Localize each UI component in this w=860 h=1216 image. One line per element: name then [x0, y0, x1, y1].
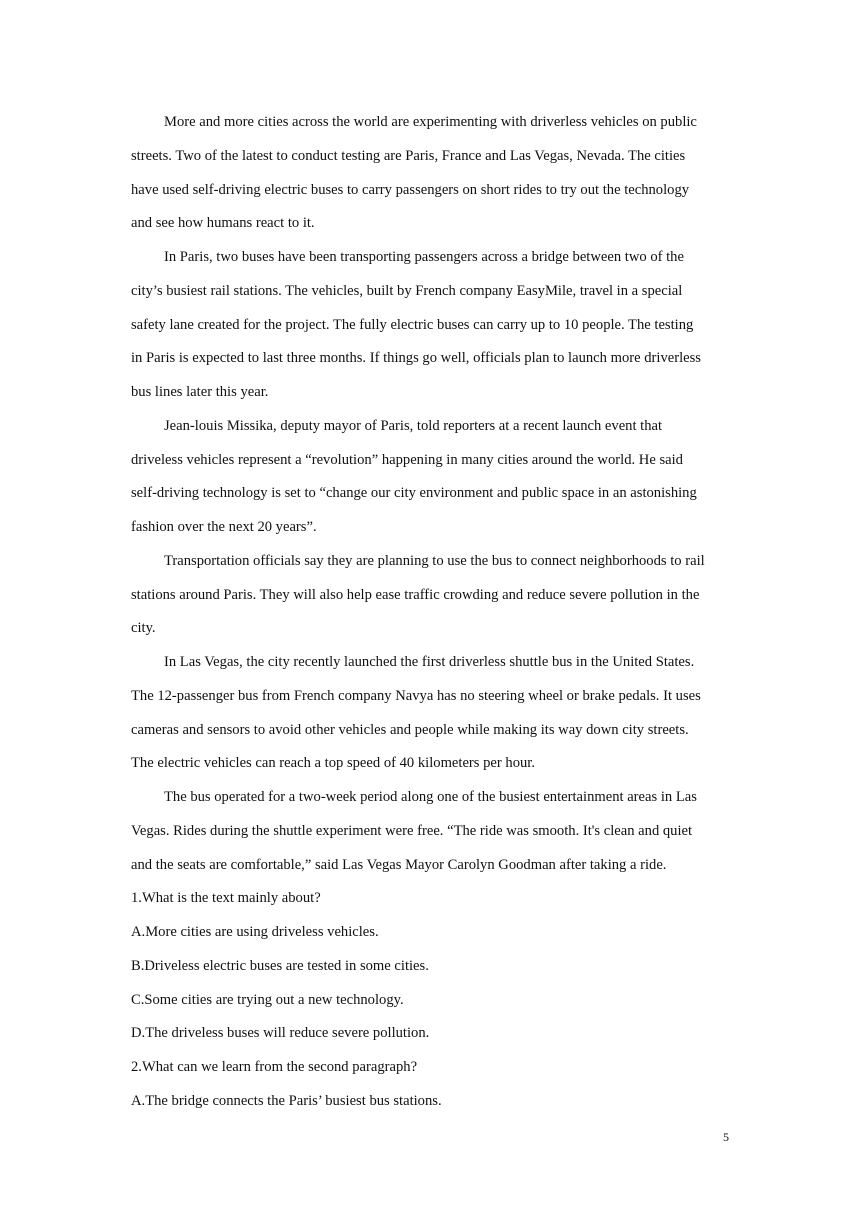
paragraph-2-line-5: bus lines later this year. [131, 384, 269, 400]
paragraph-3-line-3: self-driving technology is set to “change our city environment and public space in an astonishing [131, 485, 697, 501]
paragraph-4-line-3: city. [131, 620, 156, 636]
paragraph-1-line-2: streets. Two of the latest to conduct testing are Paris, France and Las Vegas, Nevada. The cities [131, 148, 686, 164]
paragraph-1-line-3: have used self-driving electric buses to carry passengers on short rides to try out the technology [131, 182, 690, 198]
paragraph-3-line-4: fashion over the next 20 years”. [131, 519, 317, 535]
paragraph-4-line-2: stations around Paris. They will also help ease traffic crowding and reduce severe pollution in the [131, 587, 700, 603]
question-2-prompt: 2.What can we learn from the second paragraph? [131, 1059, 418, 1075]
question-1-option-b: B.Driveless electric buses are tested in some cities. [131, 958, 429, 974]
paragraph-5-line-1: In Las Vegas, the city recently launched the first driverless shuttle bus in the United States. [164, 654, 695, 670]
paragraph-3-line-1: Jean-louis Missika, deputy mayor of Paris, told reporters at a recent launch event that [164, 418, 663, 434]
question-1-option-c: C.Some cities are trying out a new technology. [131, 992, 404, 1008]
paragraph-1-line-1: More and more cities across the world are experimenting with driverless vehicles on public [164, 114, 697, 130]
paragraph-6-line-1: The bus operated for a two-week period along one of the busiest entertainment areas in Las [164, 789, 697, 805]
paragraph-6-line-3: and the seats are comfortable,” said Las Vegas Mayor Carolyn Goodman after taking a ride. [131, 857, 667, 873]
paragraph-3-line-2: driveless vehicles represent a “revolution” happening in many cities around the world. He said [131, 452, 683, 468]
paragraph-4-line-1: Transportation officials say they are planning to use the bus to connect neighborhoods to rail [164, 553, 705, 569]
question-1-option-a: A.More cities are using driveless vehicles. [131, 924, 379, 940]
paragraph-2-line-2: city’s busiest rail stations. The vehicles, built by French company EasyMile, travel in a special [131, 283, 683, 299]
paragraph-5-line-3: cameras and sensors to avoid other vehicles and people while making its way down city streets. [131, 722, 689, 738]
page-number: 5 [723, 1130, 729, 1144]
paragraph-2-line-1: In Paris, two buses have been transporting passengers across a bridge between two of the [164, 249, 684, 265]
question-1-option-d: D.The driveless buses will reduce severe pollution. [131, 1025, 430, 1041]
question-2-option-a: A.The bridge connects the Paris’ busiest bus stations. [131, 1093, 442, 1109]
paragraph-5-line-2: The 12-passenger bus from French company Navya has no steering wheel or brake pedals. It uses [131, 688, 701, 704]
paragraph-1-line-4: and see how humans react to it. [131, 215, 315, 231]
question-1-prompt: 1.What is the text mainly about? [131, 890, 321, 906]
paragraph-2-line-3: safety lane created for the project. The fully electric buses can carry up to 10 people. The testing [131, 317, 694, 333]
paragraph-2-line-4: in Paris is expected to last three months. If things go well, officials plan to launch more driverless [131, 350, 701, 366]
paragraph-5-line-4: The electric vehicles can reach a top speed of 40 kilometers per hour. [131, 755, 535, 771]
paragraph-6-line-2: Vegas. Rides during the shuttle experiment were free. “The ride was smooth. It's clean and quiet [131, 823, 693, 839]
